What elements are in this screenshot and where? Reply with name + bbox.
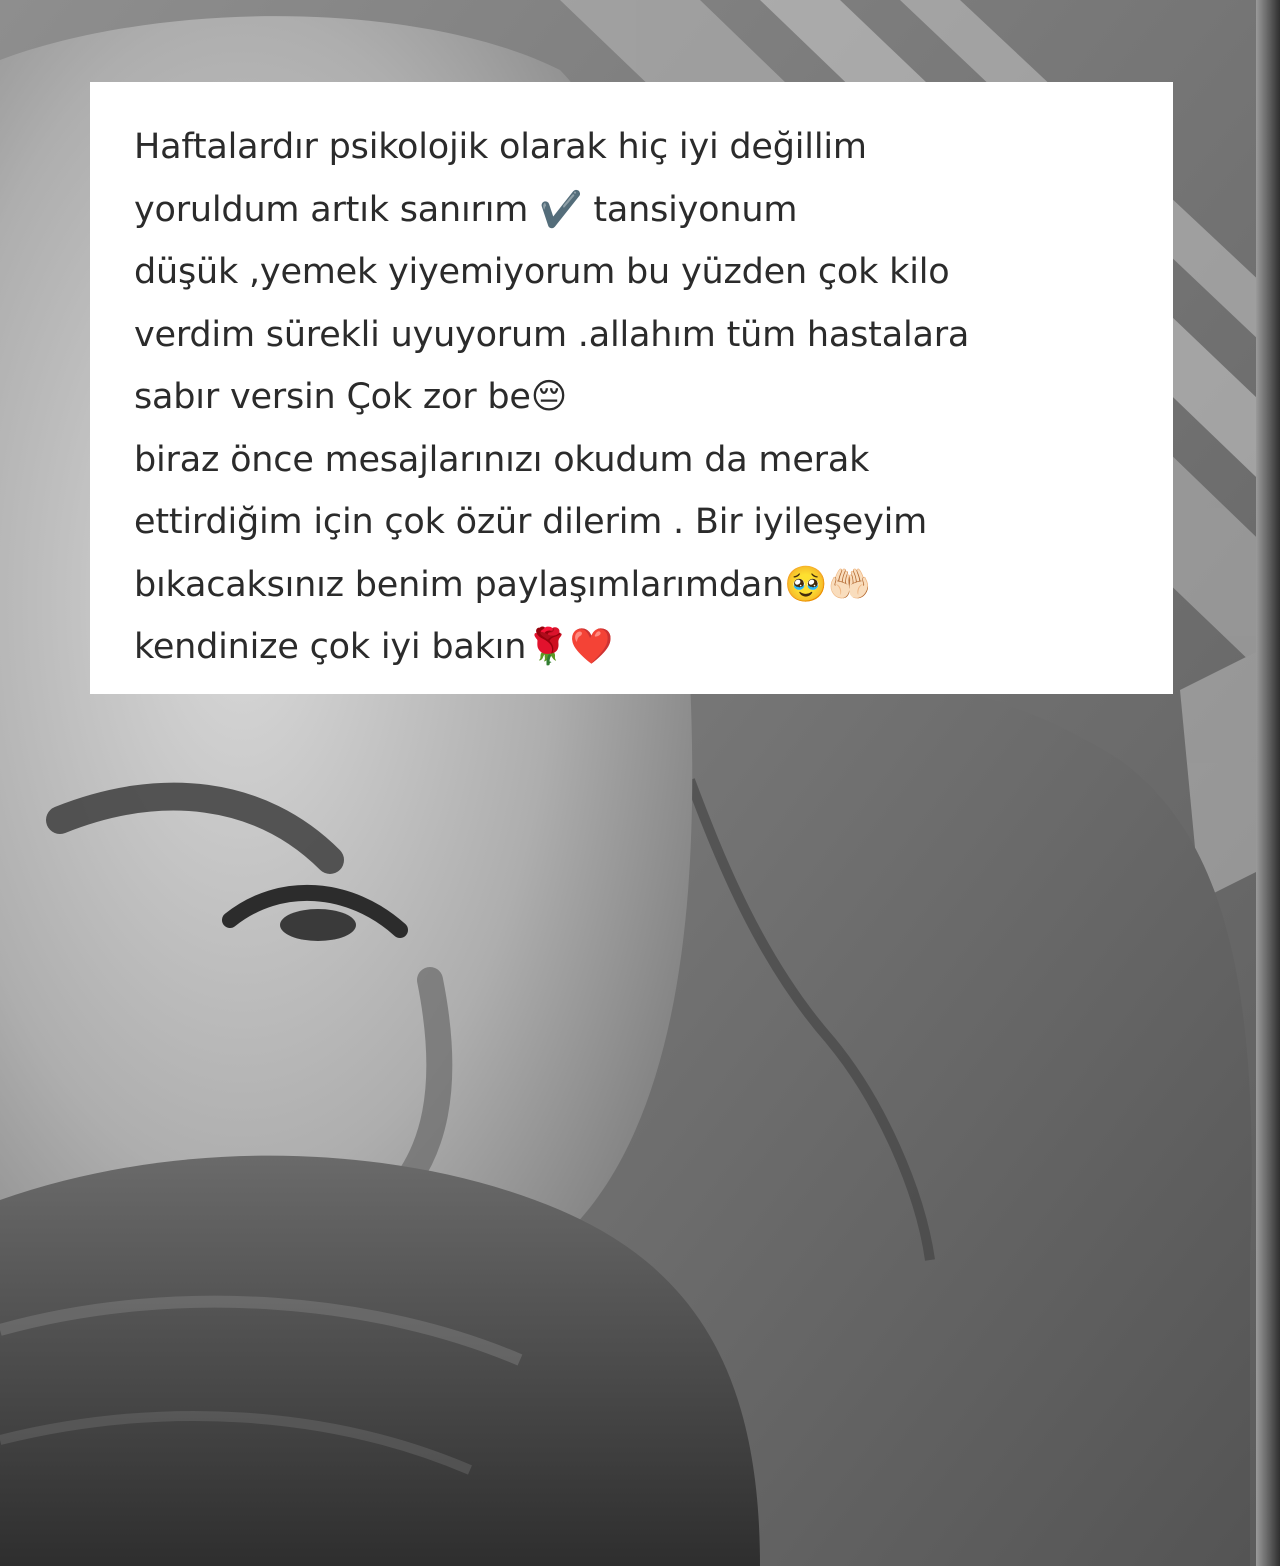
- caption-line: Haftalardır psikolojik olarak hiç iyi değillim: [134, 127, 867, 167]
- caption-line: bıkacaksınız benim paylaşımlarımdan🥹🤲🏻: [134, 564, 871, 605]
- caption-line: yoruldum artık sanırım ✔️ tansiyonum: [134, 189, 798, 230]
- caption-line: düşük ,yemek yiyemiyorum bu yüzden çok kilo: [134, 252, 950, 292]
- caption-line: kendinize çok iyi bakın🌹❤️: [134, 627, 613, 667]
- caption-card: [90, 82, 1173, 694]
- right-edge-shadow: [1256, 0, 1280, 1566]
- caption-line: biraz önce mesajlarınızı okudum da merak: [134, 439, 870, 480]
- caption-line: verdim sürekli uyuyorum .allahım tüm hastalara: [134, 314, 970, 355]
- caption-line: ettirdiğim için çok özür dilerim . Bir iyileşeyim: [134, 502, 928, 542]
- caption-line: sabır versin Çok zor be😔: [134, 377, 568, 417]
